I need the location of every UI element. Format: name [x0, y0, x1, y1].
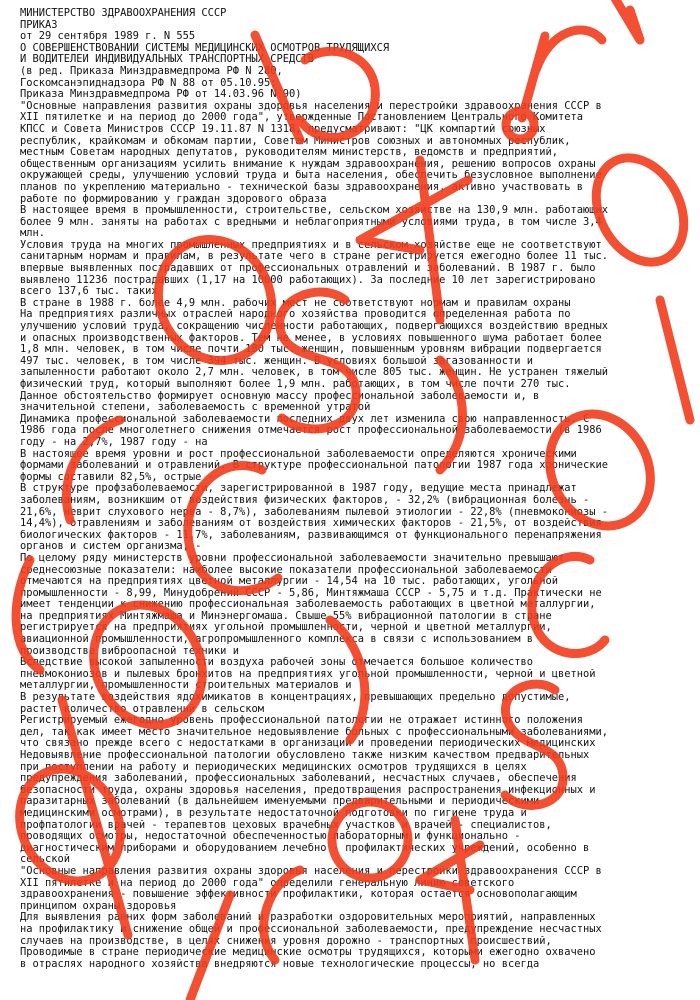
document-line: (в ред. Приказа Минздравмедпрома РФ N 280, — [20, 65, 283, 77]
document-line: значительной степени, заболеваемость с временной утратой — [20, 402, 371, 414]
document-line: запыленности работают около 2,7 млн. человек, в том числе 805 тыс. женщин. Не устранен тяжелый — [20, 367, 609, 379]
document-line: 497 тыс. человек, в том числе 394 тыс. женщин. В условиях большой загазованности и — [20, 355, 533, 367]
document-line: проводящих осмотры, недостаточной обеспеченностью лабораторным и функционально - — [20, 831, 521, 843]
document-line: 21,6%, неврит слухового нерва - 8,7%), заболеваниям пылевой этиологии - 22,8% (пневмокониозы - — [20, 506, 609, 518]
document-line: в отраслях народного хозяйства внедряются новые технологические процессы, но всегда — [20, 958, 540, 970]
document-line: случаев на производстве, в целях снижения уровня дорожно - транспортных происшествий, — [20, 935, 552, 947]
document-line: выявлено 11236 пострадавших (1,17 на 10000 работающих). За последние 10 лет зарегистрировано — [20, 274, 596, 286]
document-line: дел, так как имеет место значительное недовыявление больных с профессиональными заболеваниями, — [20, 726, 609, 738]
document-line: безопасности труда, охраны здоровья населения, предотвращения распространения инфекционных и — [20, 784, 596, 796]
document-line: Проводимые в стране периодические медицинские осмотры трудящихся, которыми ежегодно охвачено — [20, 947, 596, 959]
document-line: Условия труда на многих промышленных предприятиях и в сельском хозяйстве еще не соответствуют — [20, 239, 602, 251]
document-line: На предприятиях различных отраслей народного хозяйства проводится определенная работа по — [20, 309, 571, 321]
document-line: производстве виброопасной техники и — [20, 645, 239, 657]
document-line: принципом охраны здоровья — [20, 900, 177, 912]
document-line: на предприятиях Минтяжмаша и Минэнергомаша. Свыше 55% вибрационной патологии в стране — [20, 610, 552, 622]
document-line: растет количество отравлений в сельском — [20, 703, 264, 715]
document-line: от 29 сентября 1989 г. N 555 — [20, 31, 196, 43]
document-line: О СОВЕРШЕНСТВОВАНИИ СИСТЕМЫ МЕДИЦИНСКИХ ОСМОТРОВ ТРУДЯЩИХСЯ — [20, 42, 390, 54]
document-line: металлургии, промышленности строительных материалов и — [20, 680, 352, 692]
document-line: всего 137,6 тыс. таких — [20, 286, 158, 298]
document-line: что связано прежде всего с недостатками в организации и проведении периодических медицинских — [20, 738, 596, 750]
document-line: "Основные направления развития охраны здоровья населения и перестройки здравоохранения СССР в — [20, 100, 602, 112]
document-line: Вследствие высокой запыленности воздуха рабочей зоны отмечается большое количество — [20, 657, 533, 669]
document-line: Приказа Минздравмедпрома РФ от 14.03.96 N 90) — [20, 89, 302, 101]
document-line: и опасных производственных факторов. Тем не менее, в условиях повышенного шума работает более — [20, 332, 602, 344]
document-line: году - на 2,7%, 1987 году - на — [20, 436, 208, 448]
document-line: диагностическим приборами и оборудованием лечебно - профилактических учреждений, особенно в — [20, 842, 590, 854]
document-line: Недовыявление профессиональной патологии обусловлено также низким качеством предварительных — [20, 750, 590, 761]
document-heading-line: МИНИСТЕРСТВО ЗДРАВООХРАНЕНИЯ СССР — [20, 8, 227, 19]
document-line: 1986 года после многолетнего снижения отмечается рост профессиональной заболеваемости (в 1986 — [20, 425, 602, 437]
document-line: ПРИКАЗ — [20, 19, 58, 31]
document-line: 1,8 млн. человек, в том числе почти 180 тыс. женщин, повышенным уровням вибрации подвергается — [20, 344, 602, 356]
document-line: местным Советам народных депутатов, руководителям министерств, ведомств и предприятий, — [20, 147, 558, 159]
document-line: сельской — [20, 854, 71, 866]
document-line: пневмокониозов и пылевых бронхитов на предприятиях угольной промышленности, черной и цветной — [20, 668, 596, 680]
document-line: при поступлении на работу и периодических медицинских осмотров трудящихся в целях — [20, 761, 527, 773]
document-line: "Основные направления развития охраны здоровья населения и перестройки здравоохранения СССР в — [20, 865, 602, 877]
document-line: Для выявления ранних форм заболеваний и разработки оздоровительных мероприятий, направленных — [20, 912, 596, 924]
document-line: биологических факторов - 11,7%, заболеваниям, развивающимся от функционального перенапряжения — [20, 529, 602, 541]
document-line: органов и систем организма, - — [20, 541, 202, 553]
document-line: В настоящее время уровни и рост профессиональной заболеваемости определяются хроническими — [20, 448, 577, 460]
document-line: предупреждения заболеваний, профессиональных заболеваний, несчастных случаев, обеспечения — [20, 773, 577, 785]
document-line: физический труд, который выполняют более 1,9 млн. работающих, в том числе почти 270 тыс. — [20, 379, 571, 390]
document-line: на профилактику и снижение общей и профессиональной заболеваемости, предупреждение несчастных — [20, 923, 602, 935]
document-line: здравоохранения - повышение эффективности профилактики, которая остается основополагающим — [20, 889, 577, 901]
document-line: XII пятилетке и на период до 2000 года", утвержденные Постановлением Центрального Комитета — [20, 112, 584, 124]
document-line: общественным организациям усилить внимание к нуждам здравоохранения, решению вопросов охраны — [20, 158, 596, 170]
document-line: санитарным нормам и правилам, в результате чего в стране регистрируется ежегодно более 11 тыс. — [20, 251, 609, 263]
document-line: имеет тенденции к снижению профессиональная заболеваемость работающих в цветной металлургии, — [20, 599, 596, 611]
document-line: В структуре профзаболеваемости, зарегистрированной в 1987 году, ведущие места принадлежат — [20, 483, 577, 495]
document-line: Госкомсанэпиднадзора РФ N 88 от 05.10.95; — [20, 77, 277, 89]
document-line: более 9 млн. заняты на работах с вредными и неблагоприятными условиями труда, в том числе 3,4 — [20, 216, 602, 228]
document-line: КПСС и Совета Министров СССР 19.11.87 N 1318, предусматривают: "ЦК компартий союзных — [20, 123, 546, 135]
document-line: среднесоюзные показатели: наиболее высокие показатели профессиональной заболеваемости — [20, 564, 552, 576]
document-line: республик, крайкомам и обкомам партии, Советам Министров союзных и автономных республик, — [20, 135, 571, 147]
document-line: регистрируется на предприятиях угольной промышленности, черной и цветной металлургии, — [20, 622, 552, 634]
document-text — [20, 8, 692, 970]
document-line: профпатологии врачей - терапевтов цеховых врачебных участков и врачей - специалистов, — [20, 819, 552, 831]
document-line: авиационной промышленности, агропромышленного комплекса в связи с использованием в — [20, 634, 533, 646]
document-line: паразитарных заболеваний (в дальнейшем именуемыми предварительными и периодическими — [20, 796, 540, 808]
document-line: заболеваниям, возникшим от воздействия физических факторов, - 32,2% (вибрационная болезнь - — [20, 494, 590, 506]
document-line: И ВОДИТЕЛЕЙ ИНДИВИДУАЛЬНЫХ ТРАНСПОРТНЫХ СРЕДСТВ — [20, 54, 315, 66]
document-line: промышленности - 8,99, Минудобрений СССР - 5,86, Минтяжмаша СССР - 5,75 и т.д. Практически не — [20, 587, 602, 599]
document-line: работе по формированию у граждан здорового образа — [20, 193, 327, 205]
document-line: Динамика профессиональной заболеваемости последних двух лет изменила свою направленность. С — [20, 413, 590, 425]
document-line: Регистрируемый ежегодно уровень профессиональной патологии не отражает истинного положения — [20, 715, 584, 727]
document-line: отмечаются на предприятиях цветной металлургии - 14,54 на 10 тыс. работающих, угольной — [20, 576, 558, 588]
document-line: формы составили 82,5%, острые - — [20, 471, 214, 483]
document-line: В стране в 1988 г. более 4,9 млн. рабочих мест не соответствуют нормам и правилам охраны — [20, 297, 571, 309]
document-line: По целому ряду министерств уровни профессиональной заболеваемости значительно превышают — [20, 552, 565, 564]
document-line: Данное обстоятельство формирует основную массу профессиональной заболеваемости и, в — [20, 390, 540, 402]
document-line: млн. — [20, 228, 46, 240]
document-line: окружающей среды, улучшению условий труда и быта населения, обеспечить безусловное выполнение — [20, 170, 602, 182]
document-line: В результате воздействия ядохимикатов в концентрациях, превышающих предельно допустимые, — [20, 692, 571, 704]
document-line: планов по укреплению материально - технической базы здравоохранения, активно участвовать в — [20, 181, 584, 193]
document-line: 14,4%), отравлениям и заболеваниям от воздействия химических факторов - 21,5%, от воздействия — [20, 518, 602, 530]
document-line: В настоящее время в промышленности, строительстве, сельском хозяйстве на 130,9 млн. работающих — [20, 205, 609, 217]
document-line: медицинскими осмотрами), в результате недостаточной подготовки по гигиене труда и — [20, 807, 527, 819]
document-line: улучшению условий труда, сокращению численности работающих, подвергающихся воздействию вредных — [20, 321, 609, 333]
document-line: формами заболеваний и отравлений. В структуре профессиональной патологии 1987 года хронические — [20, 460, 609, 472]
document-line: XII пятилетке и на период до 2000 года" определили генеральную линию советского — [20, 877, 515, 889]
document-line: впервые выявленных пострадавших от профессиональных отравлений и заболеваний. В 1987 г. было — [20, 263, 596, 275]
